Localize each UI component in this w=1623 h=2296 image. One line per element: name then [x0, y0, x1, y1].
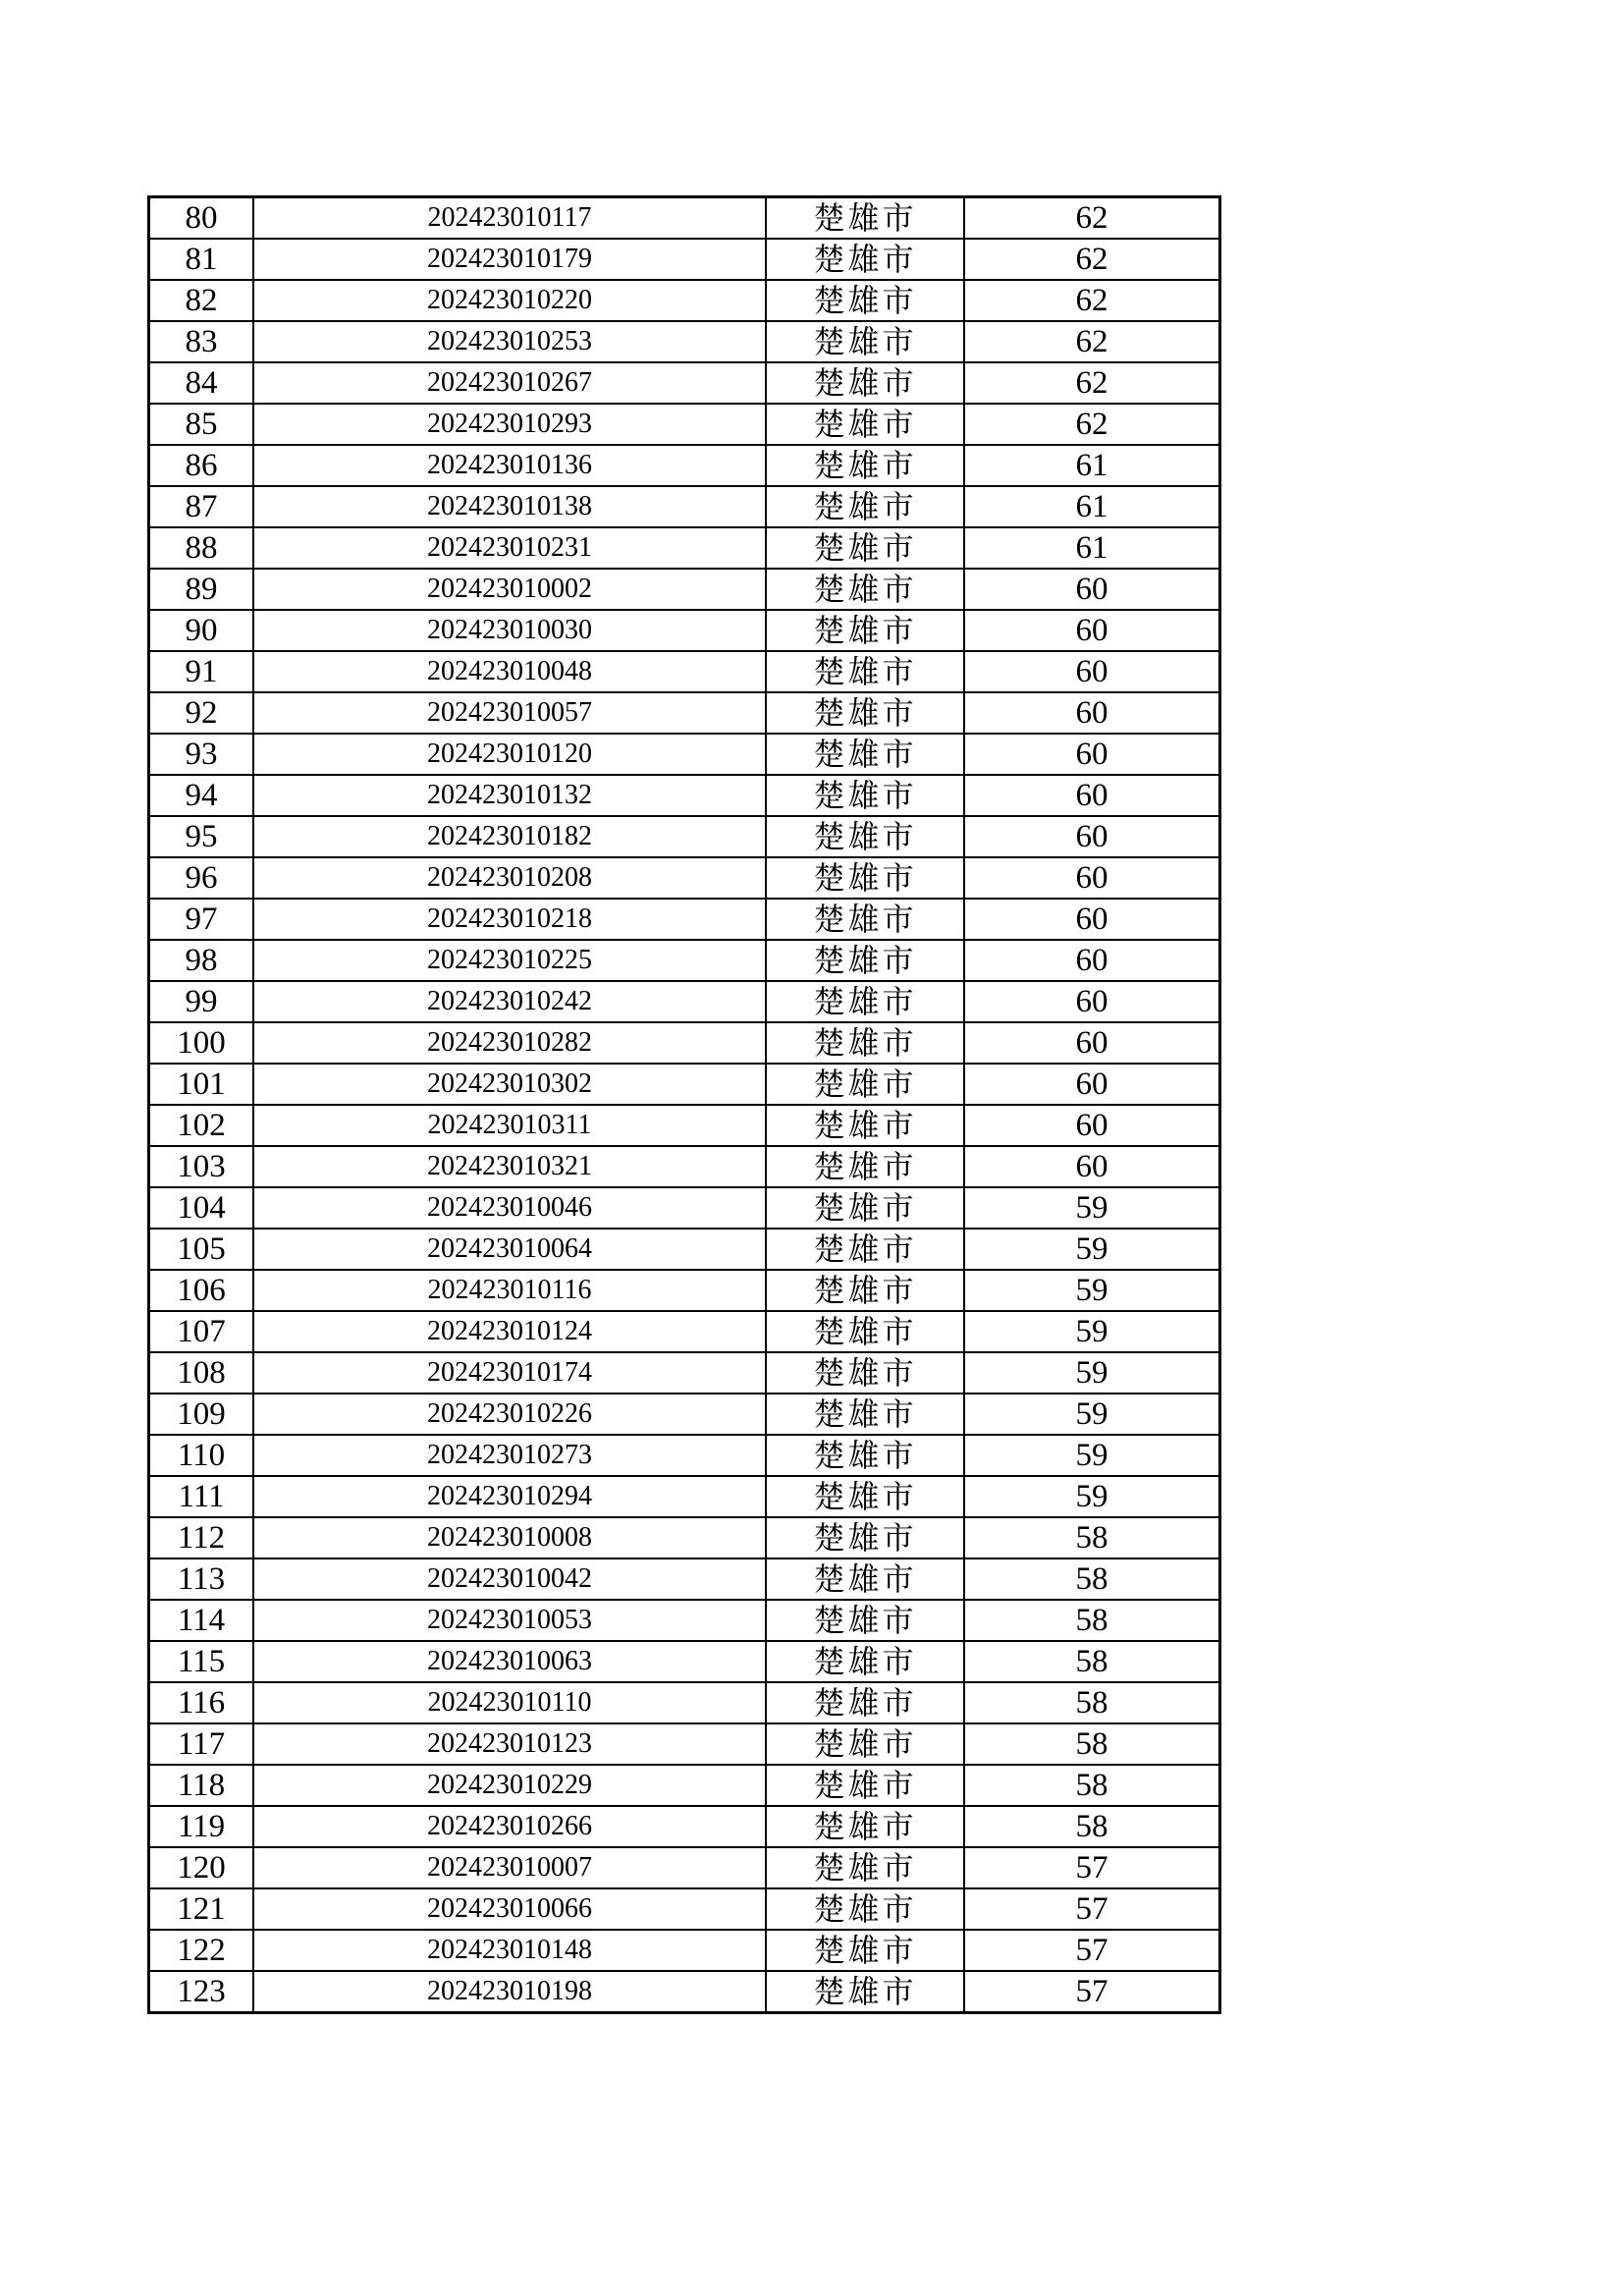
exam-id-cell: 202423010138 [253, 486, 766, 527]
row-number-cell: 99 [149, 981, 254, 1022]
table-row [149, 899, 1220, 940]
exam-id-cell: 202423010117 [253, 197, 766, 240]
exam-id-cell: 202423010053 [253, 1600, 766, 1641]
row-number-cell: 110 [149, 1435, 254, 1476]
score-cell: 61 [964, 527, 1220, 569]
area-cell: 楚雄市 [766, 734, 964, 775]
score-cell: 58 [964, 1600, 1220, 1641]
row-number-cell: 119 [149, 1806, 254, 1847]
exam-id-cell: 202423010120 [253, 734, 766, 775]
exam-id-cell: 202423010231 [253, 527, 766, 569]
area-cell: 楚雄市 [766, 1146, 964, 1187]
exam-id-cell: 202423010046 [253, 1187, 766, 1229]
table-row [149, 1723, 1220, 1765]
score-cell: 59 [964, 1476, 1220, 1517]
table-row [149, 1187, 1220, 1229]
table-row [149, 1064, 1220, 1105]
exam-id-cell: 202423010110 [253, 1682, 766, 1723]
table-row [149, 1765, 1220, 1806]
score-cell: 60 [964, 651, 1220, 692]
exam-id-cell: 202423010242 [253, 981, 766, 1022]
row-number-cell: 118 [149, 1765, 254, 1806]
score-cell: 58 [964, 1558, 1220, 1600]
score-cell: 57 [964, 1847, 1220, 1888]
row-number-cell: 114 [149, 1600, 254, 1641]
exam-id-cell: 202423010273 [253, 1435, 766, 1476]
score-cell: 60 [964, 857, 1220, 899]
table-row [149, 239, 1220, 280]
score-cell: 60 [964, 1022, 1220, 1064]
table-row [149, 1558, 1220, 1600]
exam-id-cell: 202423010226 [253, 1394, 766, 1435]
area-cell: 楚雄市 [766, 1187, 964, 1229]
score-cell: 58 [964, 1517, 1220, 1558]
area-cell: 楚雄市 [766, 1723, 964, 1765]
area-cell: 楚雄市 [766, 197, 964, 240]
area-cell: 楚雄市 [766, 692, 964, 734]
row-number-cell: 122 [149, 1930, 254, 1971]
row-number-cell: 100 [149, 1022, 254, 1064]
area-cell: 楚雄市 [766, 569, 964, 610]
score-cell: 60 [964, 940, 1220, 981]
area-cell: 楚雄市 [766, 651, 964, 692]
row-number-cell: 112 [149, 1517, 254, 1558]
score-cell: 58 [964, 1806, 1220, 1847]
area-cell: 楚雄市 [766, 1971, 964, 2013]
row-number-cell: 98 [149, 940, 254, 981]
score-cell: 60 [964, 692, 1220, 734]
row-number-cell: 116 [149, 1682, 254, 1723]
exam-id-cell: 202423010066 [253, 1888, 766, 1930]
table-row [149, 569, 1220, 610]
area-cell: 楚雄市 [766, 1394, 964, 1435]
row-number-cell: 117 [149, 1723, 254, 1765]
table-row [149, 1105, 1220, 1146]
score-cell: 60 [964, 899, 1220, 940]
score-cell: 59 [964, 1352, 1220, 1394]
row-number-cell: 94 [149, 775, 254, 816]
score-cell: 62 [964, 321, 1220, 362]
row-number-cell: 90 [149, 610, 254, 651]
area-cell: 楚雄市 [766, 1435, 964, 1476]
score-cell: 60 [964, 1064, 1220, 1105]
row-number-cell: 101 [149, 1064, 254, 1105]
score-table-body [149, 197, 1220, 2013]
row-number-cell: 121 [149, 1888, 254, 1930]
area-cell: 楚雄市 [766, 1558, 964, 1600]
area-cell: 楚雄市 [766, 1022, 964, 1064]
row-number-cell: 123 [149, 1971, 254, 2013]
table-row [149, 1517, 1220, 1558]
area-cell: 楚雄市 [766, 1270, 964, 1311]
score-table [147, 195, 1221, 2014]
area-cell: 楚雄市 [766, 775, 964, 816]
row-number-cell: 97 [149, 899, 254, 940]
area-cell: 楚雄市 [766, 445, 964, 486]
area-cell: 楚雄市 [766, 899, 964, 940]
table-row [149, 857, 1220, 899]
exam-id-cell: 202423010208 [253, 857, 766, 899]
score-cell: 60 [964, 734, 1220, 775]
exam-id-cell: 202423010132 [253, 775, 766, 816]
exam-id-cell: 202423010266 [253, 1806, 766, 1847]
table-row [149, 1476, 1220, 1517]
score-cell: 60 [964, 610, 1220, 651]
score-cell: 60 [964, 1105, 1220, 1146]
exam-id-cell: 202423010123 [253, 1723, 766, 1765]
exam-id-cell: 202423010282 [253, 1022, 766, 1064]
exam-id-cell: 202423010198 [253, 1971, 766, 2013]
table-row [149, 1847, 1220, 1888]
area-cell: 楚雄市 [766, 1064, 964, 1105]
row-number-cell: 89 [149, 569, 254, 610]
table-row [149, 486, 1220, 527]
area-cell: 楚雄市 [766, 239, 964, 280]
table-row [149, 197, 1220, 240]
exam-id-cell: 202423010007 [253, 1847, 766, 1888]
area-cell: 楚雄市 [766, 362, 964, 404]
area-cell: 楚雄市 [766, 1765, 964, 1806]
score-cell: 62 [964, 362, 1220, 404]
row-number-cell: 103 [149, 1146, 254, 1187]
table-row [149, 1930, 1220, 1971]
row-number-cell: 88 [149, 527, 254, 569]
score-cell: 60 [964, 981, 1220, 1022]
exam-id-cell: 202423010220 [253, 280, 766, 321]
score-cell: 60 [964, 569, 1220, 610]
area-cell: 楚雄市 [766, 321, 964, 362]
area-cell: 楚雄市 [766, 486, 964, 527]
score-cell: 58 [964, 1641, 1220, 1682]
exam-id-cell: 202423010124 [253, 1311, 766, 1352]
row-number-cell: 80 [149, 197, 254, 240]
exam-id-cell: 202423010229 [253, 1765, 766, 1806]
row-number-cell: 109 [149, 1394, 254, 1435]
area-cell: 楚雄市 [766, 1105, 964, 1146]
table-row [149, 362, 1220, 404]
row-number-cell: 96 [149, 857, 254, 899]
area-cell: 楚雄市 [766, 1847, 964, 1888]
row-number-cell: 91 [149, 651, 254, 692]
row-number-cell: 111 [149, 1476, 254, 1517]
row-number-cell: 85 [149, 404, 254, 445]
score-cell: 59 [964, 1187, 1220, 1229]
row-number-cell: 115 [149, 1641, 254, 1682]
exam-id-cell: 202423010267 [253, 362, 766, 404]
row-number-cell: 120 [149, 1847, 254, 1888]
score-cell: 61 [964, 486, 1220, 527]
exam-id-cell: 202423010182 [253, 816, 766, 857]
exam-id-cell: 202423010136 [253, 445, 766, 486]
exam-id-cell: 202423010042 [253, 1558, 766, 1600]
table-row [149, 816, 1220, 857]
table-row [149, 1682, 1220, 1723]
exam-id-cell: 202423010311 [253, 1105, 766, 1146]
area-cell: 楚雄市 [766, 1682, 964, 1723]
score-cell: 60 [964, 1146, 1220, 1187]
table-row [149, 1270, 1220, 1311]
table-row [149, 775, 1220, 816]
area-cell: 楚雄市 [766, 981, 964, 1022]
table-row [149, 734, 1220, 775]
score-cell: 57 [964, 1930, 1220, 1971]
table-row [149, 1806, 1220, 1847]
score-cell: 59 [964, 1394, 1220, 1435]
score-cell: 57 [964, 1888, 1220, 1930]
area-cell: 楚雄市 [766, 1311, 964, 1352]
score-cell: 57 [964, 1971, 1220, 2013]
area-cell: 楚雄市 [766, 280, 964, 321]
table-row [149, 692, 1220, 734]
area-cell: 楚雄市 [766, 527, 964, 569]
score-cell: 62 [964, 197, 1220, 240]
exam-id-cell: 202423010294 [253, 1476, 766, 1517]
table-row [149, 527, 1220, 569]
area-cell: 楚雄市 [766, 1888, 964, 1930]
score-cell: 60 [964, 816, 1220, 857]
area-cell: 楚雄市 [766, 1517, 964, 1558]
exam-id-cell: 202423010293 [253, 404, 766, 445]
row-number-cell: 104 [149, 1187, 254, 1229]
exam-id-cell: 202423010218 [253, 899, 766, 940]
table-row [149, 981, 1220, 1022]
table-row [149, 1888, 1220, 1930]
score-cell: 62 [964, 280, 1220, 321]
exam-id-cell: 202423010030 [253, 610, 766, 651]
score-cell: 59 [964, 1229, 1220, 1270]
table-row [149, 1394, 1220, 1435]
table-row [149, 1971, 1220, 2013]
exam-id-cell: 202423010057 [253, 692, 766, 734]
table-row [149, 1229, 1220, 1270]
table-row [149, 651, 1220, 692]
area-cell: 楚雄市 [766, 404, 964, 445]
row-number-cell: 107 [149, 1311, 254, 1352]
area-cell: 楚雄市 [766, 1930, 964, 1971]
exam-id-cell: 202423010225 [253, 940, 766, 981]
area-cell: 楚雄市 [766, 610, 964, 651]
score-cell: 62 [964, 404, 1220, 445]
exam-id-cell: 202423010063 [253, 1641, 766, 1682]
row-number-cell: 92 [149, 692, 254, 734]
table-row [149, 1641, 1220, 1682]
area-cell: 楚雄市 [766, 1229, 964, 1270]
row-number-cell: 82 [149, 280, 254, 321]
exam-id-cell: 202423010002 [253, 569, 766, 610]
score-cell: 59 [964, 1435, 1220, 1476]
score-cell: 58 [964, 1682, 1220, 1723]
area-cell: 楚雄市 [766, 1806, 964, 1847]
row-number-cell: 83 [149, 321, 254, 362]
row-number-cell: 93 [149, 734, 254, 775]
table-row [149, 1352, 1220, 1394]
exam-id-cell: 202423010302 [253, 1064, 766, 1105]
row-number-cell: 108 [149, 1352, 254, 1394]
row-number-cell: 81 [149, 239, 254, 280]
exam-id-cell: 202423010048 [253, 651, 766, 692]
exam-id-cell: 202423010253 [253, 321, 766, 362]
row-number-cell: 102 [149, 1105, 254, 1146]
area-cell: 楚雄市 [766, 1476, 964, 1517]
area-cell: 楚雄市 [766, 1641, 964, 1682]
exam-id-cell: 202423010148 [253, 1930, 766, 1971]
row-number-cell: 113 [149, 1558, 254, 1600]
area-cell: 楚雄市 [766, 816, 964, 857]
table-row [149, 321, 1220, 362]
exam-id-cell: 202423010008 [253, 1517, 766, 1558]
table-row [149, 940, 1220, 981]
table-row [149, 1311, 1220, 1352]
row-number-cell: 86 [149, 445, 254, 486]
row-number-cell: 84 [149, 362, 254, 404]
score-cell: 62 [964, 239, 1220, 280]
table-row [149, 404, 1220, 445]
score-cell: 60 [964, 775, 1220, 816]
area-cell: 楚雄市 [766, 857, 964, 899]
row-number-cell: 105 [149, 1229, 254, 1270]
table-row [149, 610, 1220, 651]
area-cell: 楚雄市 [766, 940, 964, 981]
table-row [149, 280, 1220, 321]
row-number-cell: 106 [149, 1270, 254, 1311]
area-cell: 楚雄市 [766, 1352, 964, 1394]
score-cell: 58 [964, 1723, 1220, 1765]
score-cell: 59 [964, 1270, 1220, 1311]
score-cell: 58 [964, 1765, 1220, 1806]
exam-id-cell: 202423010321 [253, 1146, 766, 1187]
exam-id-cell: 202423010179 [253, 239, 766, 280]
table-row [149, 1022, 1220, 1064]
exam-id-cell: 202423010174 [253, 1352, 766, 1394]
score-cell: 59 [964, 1311, 1220, 1352]
row-number-cell: 87 [149, 486, 254, 527]
table-row [149, 1146, 1220, 1187]
table-row [149, 445, 1220, 486]
score-cell: 61 [964, 445, 1220, 486]
exam-id-cell: 202423010064 [253, 1229, 766, 1270]
table-row [149, 1600, 1220, 1641]
table-row [149, 1435, 1220, 1476]
exam-id-cell: 202423010116 [253, 1270, 766, 1311]
row-number-cell: 95 [149, 816, 254, 857]
area-cell: 楚雄市 [766, 1600, 964, 1641]
